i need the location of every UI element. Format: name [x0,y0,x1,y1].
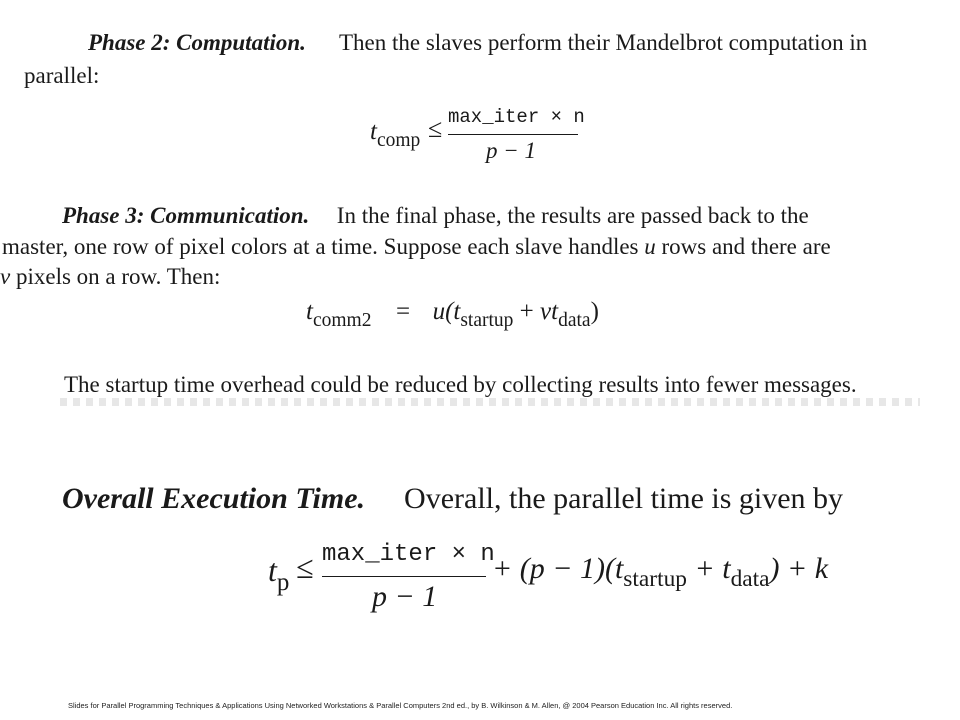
overall-text: Overall, the parallel time is given by [404,482,844,515]
phase2-formula-denominator: p − 1 [486,138,537,163]
phase2-formula-numerator: max_iter × n [448,106,585,128]
phase2-paragraph [88,30,867,56]
phase3-text-line3: v pixels on a row. Then: [0,264,221,289]
phase2-heading: Phase 2: Computation. [88,30,306,55]
phase2-text-line2: parallel: [24,63,100,88]
phase3-line1 [62,203,809,229]
overall-line [62,482,843,516]
phase3-text-line1: In the final phase, the results are passed back to the [336,203,809,228]
overall-formula-numerator: max_iter × n [322,541,495,568]
overall-formula-lhs: $t_p$ [268,552,290,596]
phase2-formula-lhs: $t_{comp}$ [370,118,421,151]
phase3-note: The startup time overhead could be reduced by collecting results into fewer messages. [64,372,857,397]
phase2-formula-rel: ≤ [428,114,443,143]
overall-heading: Overall Execution Time. [62,482,366,515]
phase3-text-line2: master, one row of pixel colors at a time. Suppose each slave handles u rows and there are [2,234,831,259]
phase3-formula: $t_{comm2} = u(t_{startup} + vt_{data})$ [306,298,599,331]
overall-formula-denominator: p − 1 [372,580,438,613]
footer-copyright: Slides for Parallel Programming Techniques & Applications Using Networked Workstations & Parallel Computers 2nd ed., by B. Wilkinson & M. Allen, @ 2004 Pearson Education Inc. All rights reserved. [68,701,733,710]
phase3-heading: Phase 3: Communication. [62,203,310,228]
phase2-text-line1: Then the slaves perform their Mandelbrot computation in [339,30,868,55]
scan-cut-artifact [60,398,920,406]
overall-formula-rest: + $(p - 1)(t_{startup} + t_{data}) + k$ [492,552,829,593]
overall-formula-rel: ≤ [296,549,314,585]
